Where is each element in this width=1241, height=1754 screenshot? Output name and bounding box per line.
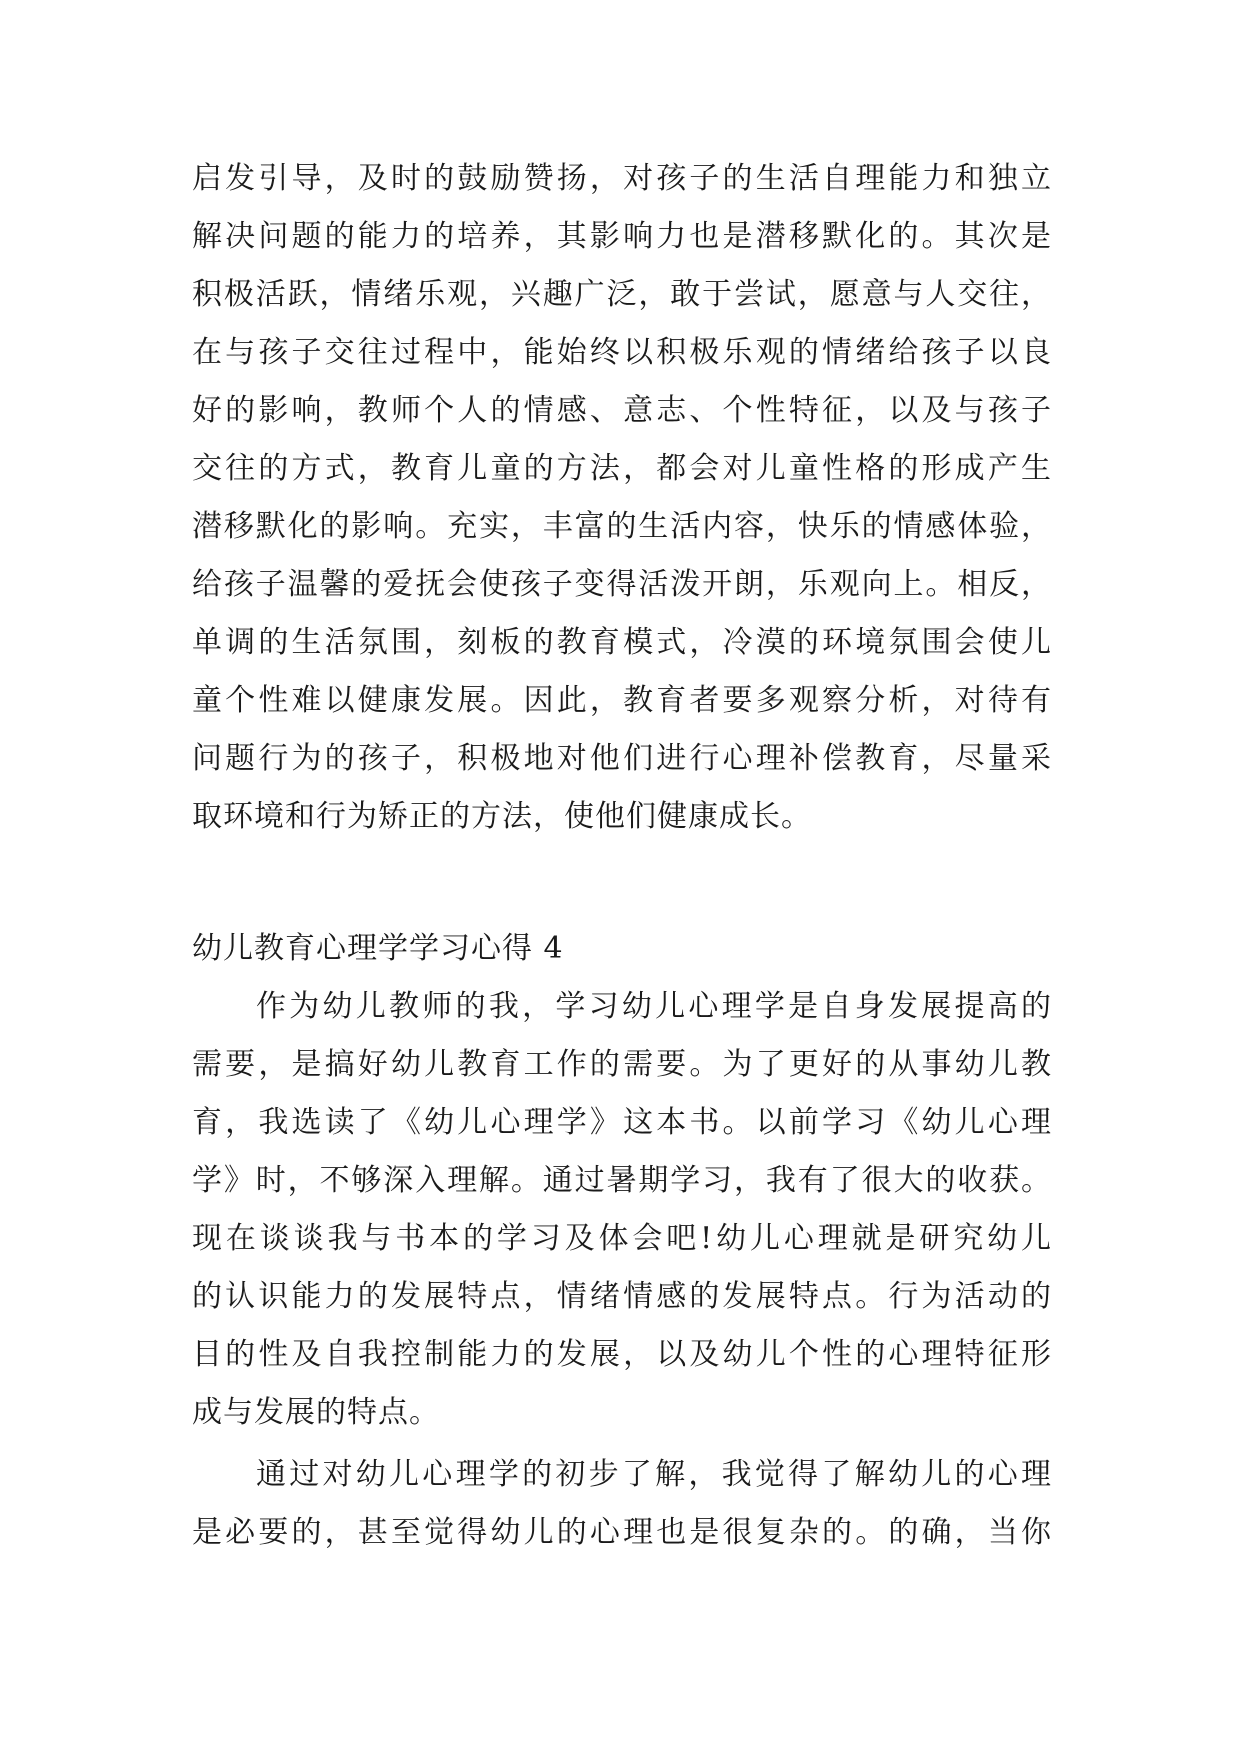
paragraph-1-line: 潜移默化的影响。充实，丰富的生活内容，快乐的情感体验， [192, 509, 1052, 544]
paragraph-2-line: 现在谈谈我与书本的学习及体会吧!幼儿心理就是研究幼儿 [192, 1221, 1052, 1256]
paragraph-1-line: 取环境和行为矫正的方法，使他们健康成长。 [192, 799, 812, 834]
paragraph-1-line: 交往的方式，教育儿童的方法，都会对儿童性格的形成产生 [192, 451, 1052, 486]
paragraph-3-line: 通过对幼儿心理学的初步了解，我觉得了解幼儿的心理 [256, 1457, 1052, 1492]
paragraph-1-line: 在与孩子交往过程中，能始终以积极乐观的情绪给孩子以良 [192, 335, 1052, 370]
paragraph-2-line: 学》时，不够深入理解。通过暑期学习，我有了很大的收获。 [192, 1163, 1052, 1198]
paragraph-1-line: 问题行为的孩子，积极地对他们进行心理补偿教育，尽量采 [192, 741, 1052, 776]
paragraph-1-line: 解决问题的能力的培养，其影响力也是潜移默化的。其次是 [192, 219, 1052, 254]
paragraph-1-line: 给孩子温馨的爱抚会使孩子变得活泼开朗，乐观向上。相反， [192, 567, 1052, 602]
paragraph-2 [192, 978, 1052, 1442]
paragraph-3-line: 是必要的，甚至觉得幼儿的心理也是很复杂的。的确，当你 [192, 1515, 1052, 1550]
paragraph-1-line: 启发引导，及时的鼓励赞扬，对孩子的生活自理能力和独立 [192, 161, 1052, 196]
paragraph-1 [192, 150, 1052, 846]
paragraph-1-line: 积极活跃，情绪乐观，兴趣广泛，敢于尝试，愿意与人交往， [192, 277, 1052, 312]
paragraph-2-line: 的认识能力的发展特点，情绪情感的发展特点。行为活动的 [192, 1279, 1052, 1314]
section-heading: 幼儿教育心理学学习心得 4 [192, 931, 564, 966]
paragraph-2-line: 成与发展的特点。 [192, 1395, 440, 1430]
paragraph-2-line: 作为幼儿教师的我，学习幼儿心理学是自身发展提高的 [256, 989, 1052, 1024]
paragraph-1-line: 童个性难以健康发展。因此，教育者要多观察分析，对待有 [192, 683, 1052, 718]
paragraph-1-line: 单调的生活氛围，刻板的教育模式，冷漠的环境氛围会使儿 [192, 625, 1052, 660]
paragraph-2-line: 育，我选读了《幼儿心理学》这本书。以前学习《幼儿心理 [192, 1105, 1052, 1140]
paragraph-2-line: 目的性及自我控制能力的发展，以及幼儿个性的心理特征形 [192, 1337, 1052, 1372]
paragraph-2-line: 需要，是搞好幼儿教育工作的需要。为了更好的从事幼儿教 [192, 1047, 1052, 1082]
paragraph-1-line: 好的影响，教师个人的情感、意志、个性特征，以及与孩子 [192, 393, 1052, 428]
paragraph-3 [192, 1446, 1052, 1562]
